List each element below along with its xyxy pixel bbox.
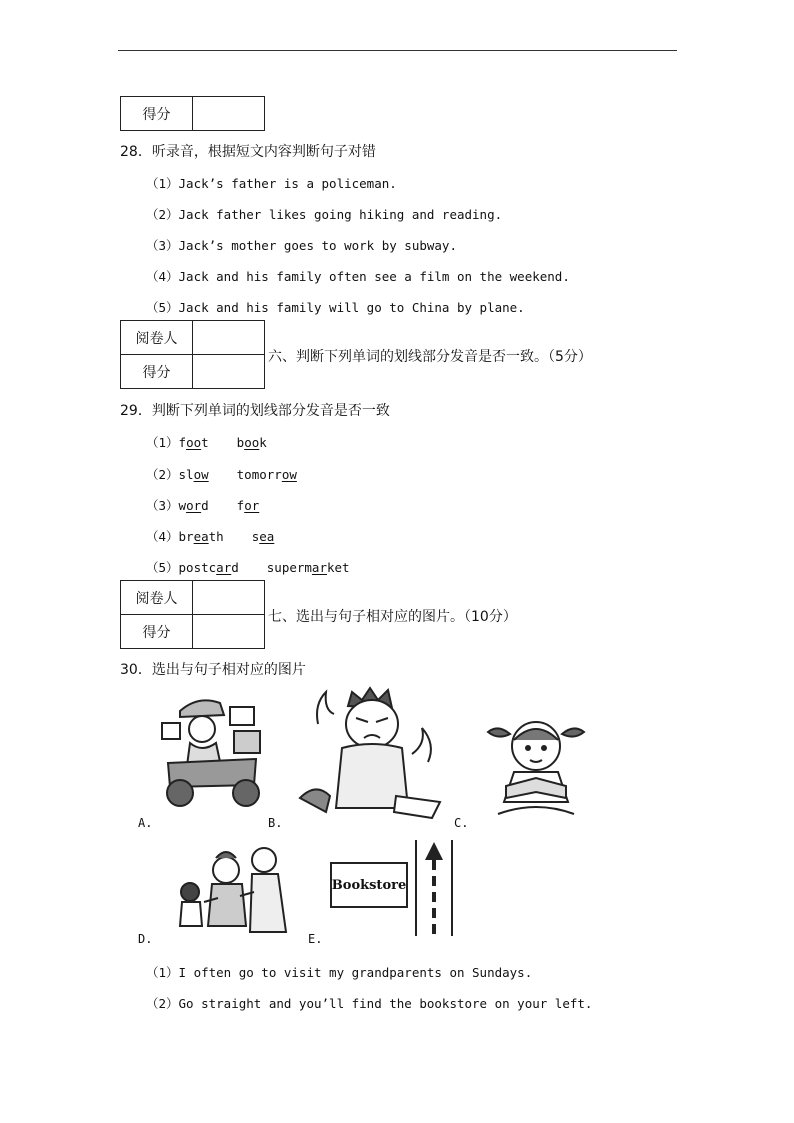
q29-item-4: （4）breath sea — [146, 529, 275, 544]
q29-item-2: （2）slow tomorrow — [146, 467, 297, 482]
q29-item-5: （5）postcard supermarket — [146, 560, 350, 575]
q28-item-3: （3）Jack’s mother goes to work by subway. — [146, 238, 457, 253]
section7-title: 七、选出与句子相对应的图片。（10分） — [268, 609, 517, 625]
reviewer-label: 阅卷人 — [121, 581, 193, 615]
q29-item-3: （3）word for — [146, 498, 260, 513]
option-b-label: B. — [268, 816, 283, 830]
q29-title: 29．判断下列单词的划线部分发音是否一致 — [120, 403, 390, 419]
option-d-label: D. — [138, 932, 153, 946]
q28-item-5: （5）Jack and his family will go to China by plane. — [146, 300, 525, 315]
q29-item-1: （1）foot book — [146, 435, 267, 450]
bookstore-sign: Bookstore — [330, 862, 408, 908]
score-table-1 — [120, 96, 265, 131]
option-c-label: C. — [454, 816, 469, 830]
q28-title: 28．听录音，根据短文内容判断句子对错 — [120, 144, 376, 160]
picture-c-girl-reading — [484, 716, 588, 822]
header-rule — [118, 50, 677, 51]
q30-item-2: （2）Go straight and you’ll find the bookstore on your left. — [146, 996, 593, 1011]
picture-b-angry-boy — [296, 684, 444, 824]
score-label: 得分 — [121, 355, 193, 389]
score-cell[interactable] — [193, 355, 265, 389]
score-table-2 — [120, 320, 265, 389]
picture-a-postman — [158, 693, 268, 813]
option-e-label: E. — [308, 932, 323, 946]
q28-item-1: （1）Jack’s father is a policeman. — [146, 176, 397, 191]
q28-item-4: （4）Jack and his family often see a film on the weekend. — [146, 269, 570, 284]
option-a-label: A. — [138, 816, 153, 830]
reviewer-label: 阅卷人 — [121, 321, 193, 355]
straight-arrow-icon — [412, 838, 456, 938]
section6-title: 六、判断下列单词的划线部分发音是否一致。（5分） — [268, 349, 592, 365]
picture-d-family — [174, 846, 300, 942]
score-cell[interactable] — [193, 97, 265, 131]
score-table-3 — [120, 580, 265, 649]
q28-item-2: （2）Jack father likes going hiking and reading. — [146, 207, 503, 222]
reviewer-cell[interactable] — [193, 581, 265, 615]
score-label: 得分 — [121, 615, 193, 649]
q30-item-1: （1）I often go to visit my grandparents on Sundays. — [146, 965, 533, 980]
score-cell[interactable] — [193, 615, 265, 649]
score-label: 得分 — [121, 97, 193, 131]
q30-title: 30．选出与句子相对应的图片 — [120, 662, 306, 678]
reviewer-cell[interactable] — [193, 321, 265, 355]
